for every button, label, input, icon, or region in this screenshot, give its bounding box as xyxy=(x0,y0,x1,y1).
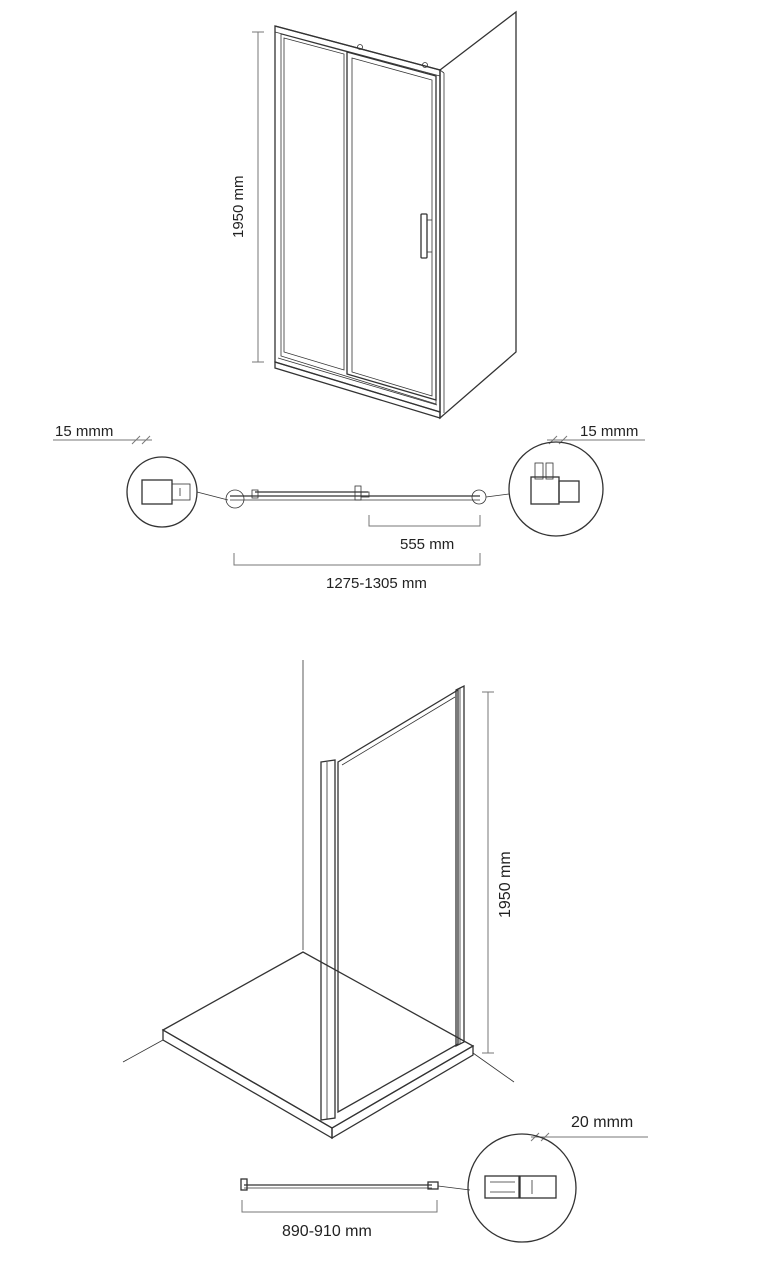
fixed-glass-panel xyxy=(284,38,344,370)
wall-left-label-1: 15 mmm xyxy=(55,423,114,440)
wall-right-label-1: 15 mmm xyxy=(580,423,639,440)
door-opening-label: 555 mm xyxy=(400,536,455,553)
height-label-1: 1950 mm xyxy=(230,175,247,238)
left-profile-detail xyxy=(127,457,197,527)
sliding-glass-panel xyxy=(347,52,436,400)
width-label-2: 890-910 mm xyxy=(282,1223,372,1240)
wall-label-2: 20 mmm xyxy=(571,1114,634,1131)
plan-view-1 xyxy=(53,436,645,565)
side-panel-perspective xyxy=(123,660,514,1138)
side-wall xyxy=(440,12,516,418)
door-frame xyxy=(275,26,440,412)
door-handle xyxy=(421,214,427,258)
shower-tray xyxy=(163,952,473,1128)
sliding-door-elevation xyxy=(252,12,516,418)
height-label-2: 1950 mm xyxy=(497,851,514,918)
wall-profile xyxy=(321,760,335,1120)
bottom-rail xyxy=(275,362,440,418)
glass-side-panel xyxy=(338,690,458,1112)
right-profile-detail xyxy=(509,442,603,536)
width-label-1: 1275-1305 mm xyxy=(326,575,427,592)
profile-detail-2 xyxy=(468,1134,576,1242)
